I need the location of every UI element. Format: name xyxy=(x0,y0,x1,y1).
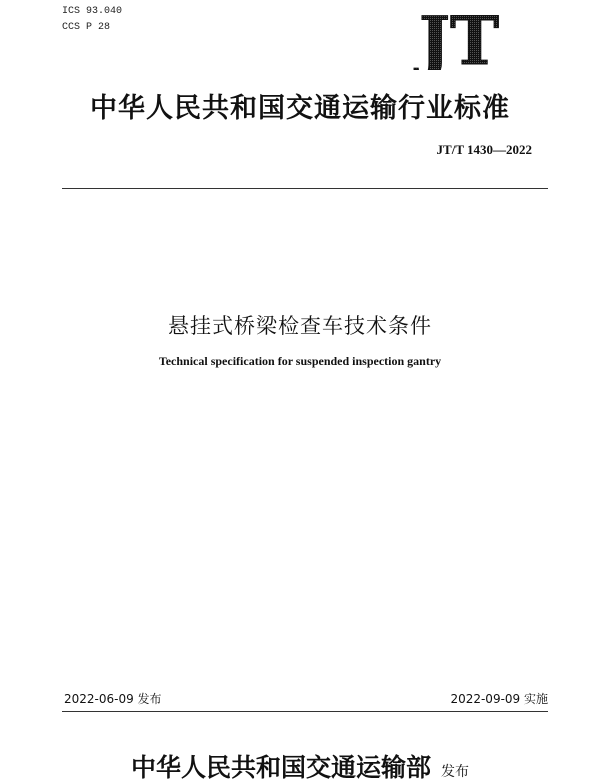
effective-date: 2022-09-09 实施 xyxy=(450,692,548,706)
ics-code: ICS 93.040 xyxy=(62,6,123,17)
jt-logo xyxy=(398,8,520,70)
ccs-code: CCS P 28 xyxy=(62,22,111,33)
publisher-suffix: 发布 xyxy=(441,764,469,780)
footer-divider xyxy=(62,711,548,712)
document-title-chinese: 悬挂式桥梁检查车技术条件 xyxy=(168,314,432,338)
issue-date: 2022-06-09 发布 xyxy=(64,692,162,706)
standard-number: JT/T 1430—2022 xyxy=(436,142,532,157)
classification-codes xyxy=(62,4,122,36)
jt-logo-text: JT xyxy=(418,8,500,70)
document-title-english: Technical specification for suspended inspection gantry xyxy=(158,354,442,368)
jt-logo-mark xyxy=(398,8,520,70)
header-divider xyxy=(62,188,548,189)
publisher-name: 中华人民共和国交通运输部 xyxy=(130,753,431,782)
publisher xyxy=(0,748,600,784)
ministry-title: 中华人民共和国交通运输行业标准 xyxy=(90,93,510,124)
